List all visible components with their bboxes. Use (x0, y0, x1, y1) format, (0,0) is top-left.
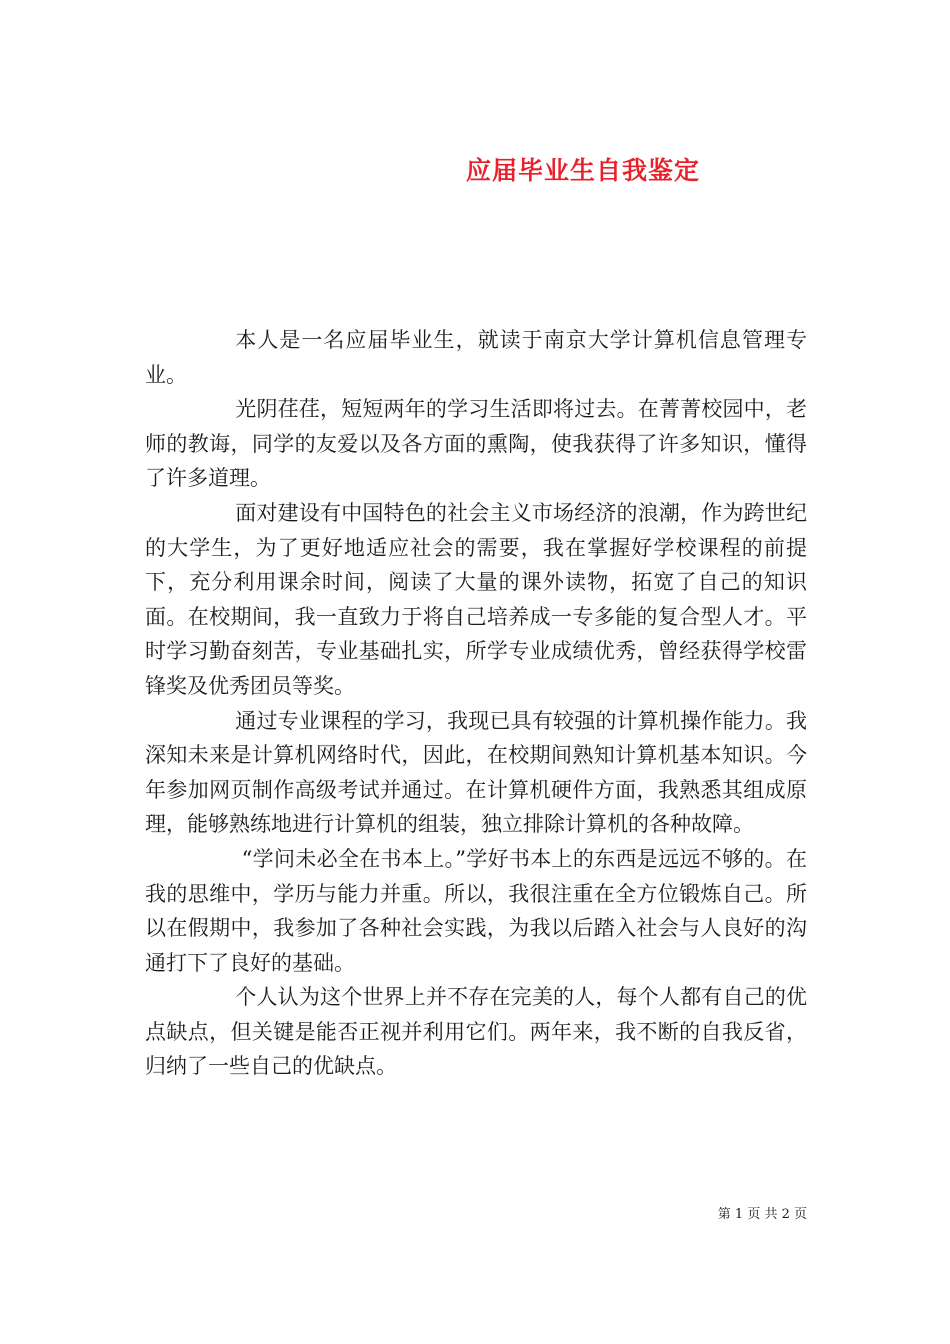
page-number: 第 1 页 共 2 页 (717, 1207, 807, 1222)
paragraph-6: 个人认为这个世界上并不存在完美的人，每个人都有自己的优点缺点，但关键是能否正视并利用它们。两年来，我不断的自我反省，归纳了一些自己的优缺点。 (145, 985, 807, 1079)
paragraph-2: 光阴荏荏，短短两年的学习生活即将过去。在菁菁校园中，老师的教诲，同学的友爱以及各方面的熏陶，使我获得了许多知识，懂得了许多道理。 (145, 397, 807, 491)
paragraph-3: 面对建设有中国特色的社会主义市场经济的浪潮，作为跨世纪的大学生，为了更好地适应社会的需要，我在掌握好学校课程的前提下，充分利用课余时间，阅读了大量的课外读物，拓宽了自己的知识面。在校期间，我一直致力于将自己培养成一专多能的复合型人才。平时学习勤奋刻苦，专业基础扎实，所学专业成绩优秀，曾经获得学校雷锋奖及优秀团员等奖。 (145, 500, 807, 698)
paragraph-5: “学问未必全在书本上。”学好书本上的东西是远远不够的。在我的思维中，学历与能力并重。所以，我很注重在全方位锻炼自己。所以在假期中，我参加了各种社会实践，为我以后踏入社会与人良好的沟通打下了良好的基础。 (145, 846, 807, 975)
paragraph-4: 通过专业课程的学习，我现已具有较强的计算机操作能力。我深知未来是计算机网络时代，因此，在校期间熟知计算机基本知识。今年参加网页制作高级考试并通过。在计算机硬件方面，我熟悉其组成原理，能够熟练地进行计算机的组装，独立排除计算机的各种故障。 (145, 708, 807, 837)
document-body (145, 323, 807, 1084)
paragraph-1: 本人是一名应届毕业生，就读于南京大学计算机信息管理专业。 (145, 328, 807, 387)
document-title: 应届毕业生自我鉴定 (465, 155, 700, 185)
